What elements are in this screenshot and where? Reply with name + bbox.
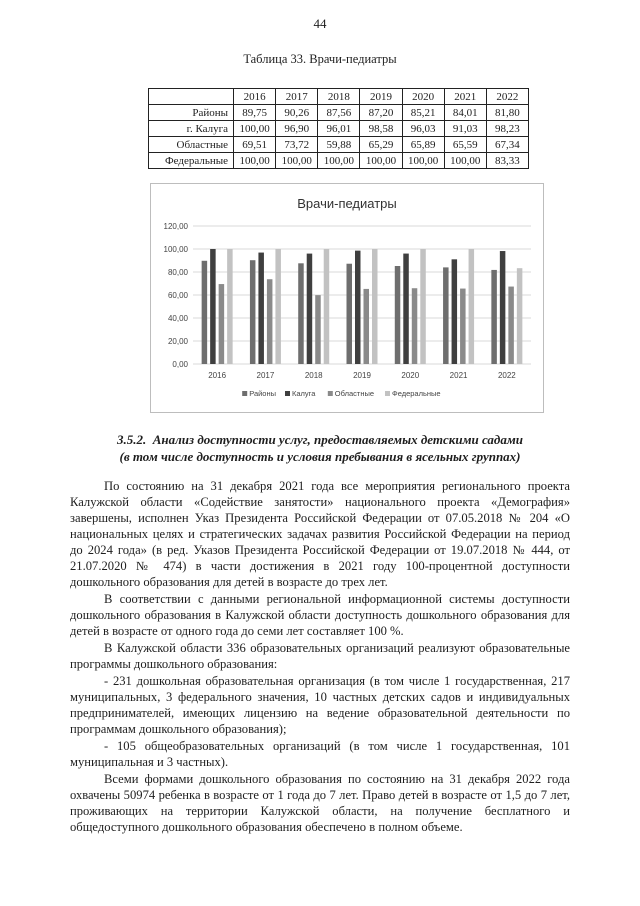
table-cell: 98,58	[360, 121, 402, 137]
legend-swatch	[242, 391, 247, 396]
bar	[412, 288, 418, 364]
table-cell: 96,90	[276, 121, 318, 137]
bar	[250, 260, 256, 364]
x-tick-label: 2017	[256, 371, 275, 380]
pediatricians-chart	[150, 183, 544, 413]
table-cell: 67,34	[486, 137, 528, 153]
table-cell: 87,56	[318, 105, 360, 121]
bar	[315, 295, 321, 364]
y-tick-label: 120,00	[163, 222, 188, 231]
bar	[210, 249, 216, 364]
chart-svg	[151, 184, 543, 412]
bar	[460, 289, 466, 364]
table-cell: 65,29	[360, 137, 402, 153]
table-cell: 100,00	[360, 153, 402, 169]
paragraph: По состоянию на 31 декабря 2021 года все мероприятия регионального проекта Калужской области «Содействие занятости» национального проекта «Демография» завершены, исполнен Указ Президента Российской Федерации от 07.05.2018 № 204 «О национальных целях и стратегических задачах развития Российской Федерации на период до 2024 года» (в ред. Указов Президента Российской Федерации от 19.07.2018 № 444, от 21.07.2020 № 474) в части достижения в 2021 году 100-процентной доступности дошкольного образования для детей в возрасте до трех лет.	[70, 479, 570, 589]
table-cell: 65,59	[444, 137, 486, 153]
list-item: - 105 общеобразовательных организаций (в том числе 1 государственная, 101 муниципальная и 3 частных).	[70, 739, 570, 769]
section-title-line-2: (в том числе доступность и условия пребывания в ясельных группах)	[119, 449, 521, 464]
table-row	[149, 121, 529, 137]
chart-title: Врачи-педиатры	[297, 196, 397, 211]
paragraph: Всеми формами дошкольного образования по состоянию на 31 декабря 2022 года охвачены 50974 ребенка в возрасте от 1 года до 7 лет. Право детей в возрасте от 1,5 до 7 лет, проживающих на территории Калужской области, на получение бесплатного и общедоступного дошкольного образования обеспечено в полном объеме.	[70, 772, 570, 834]
table-header-row	[149, 89, 529, 105]
bar	[258, 253, 264, 364]
y-tick-label: 20,00	[167, 337, 188, 346]
paragraph: В Калужской области 336 образовательных организаций реализуют образовательные программы дошкольного образования:	[70, 641, 570, 671]
x-tick-label: 2019	[353, 371, 371, 380]
paragraph: В соответствии с данными региональной информационной системы доступности дошкольного образования в Калужской области доступность дошкольного образования для детей в возрасте от одного года до семи лет составляет 100 %.	[70, 592, 570, 638]
bar	[500, 251, 506, 364]
body-text	[70, 478, 570, 836]
table-year-header: 2021	[444, 89, 486, 105]
table-cell: 100,00	[234, 121, 276, 137]
bar	[517, 268, 523, 364]
table-cell: 65,89	[402, 137, 444, 153]
section-title-line-1: Анализ доступности услуг, предоставляемых детскими садами	[152, 432, 523, 447]
table-year-header: 2022	[486, 89, 528, 105]
section-heading	[70, 431, 570, 465]
table-cell: 73,72	[276, 137, 318, 153]
table-cell: 83,33	[486, 153, 528, 169]
bar	[452, 259, 458, 364]
table-title: Таблица 33. Врачи-педиатры	[243, 52, 397, 66]
table-row	[149, 153, 529, 169]
table-row-label: Областные	[149, 137, 234, 153]
table-year-header: 2020	[402, 89, 444, 105]
bar	[347, 264, 353, 364]
legend-label: Районы	[249, 389, 277, 398]
bar	[227, 249, 233, 364]
table-year-header: 2016	[234, 89, 276, 105]
bar	[372, 249, 378, 364]
x-tick-label: 2016	[208, 371, 227, 380]
table-row	[149, 137, 529, 153]
table-year-header: 2018	[318, 89, 360, 105]
y-tick-label: 0,00	[172, 360, 188, 369]
y-tick-label: 80,00	[167, 268, 188, 277]
table-cell: 98,23	[486, 121, 528, 137]
bar	[443, 267, 449, 364]
bar	[298, 263, 304, 364]
page-number: 44	[313, 16, 327, 31]
bar	[324, 249, 330, 364]
table-cell: 91,03	[444, 121, 486, 137]
bar	[508, 287, 514, 364]
bar	[275, 249, 281, 364]
bar	[355, 251, 361, 364]
table-row	[149, 105, 529, 121]
table-cell: 96,01	[318, 121, 360, 137]
table-cell: 100,00	[234, 153, 276, 169]
bar	[395, 266, 401, 364]
bar	[202, 261, 208, 364]
bar	[267, 279, 273, 364]
table-cell: 90,26	[276, 105, 318, 121]
bar	[219, 284, 225, 364]
legend-label: Калуга	[292, 389, 316, 398]
legend-swatch	[385, 391, 390, 396]
legend-label: Федеральные	[392, 389, 441, 398]
bar	[469, 249, 475, 364]
table-row-label: Районы	[149, 105, 234, 121]
y-tick-label: 60,00	[167, 291, 188, 300]
bar	[364, 289, 370, 364]
table-cell: 100,00	[402, 153, 444, 169]
table-year-header: 2017	[276, 89, 318, 105]
table-cell: 96,03	[402, 121, 444, 137]
x-tick-label: 2022	[497, 371, 516, 380]
legend-label: Областные	[334, 389, 375, 398]
table-row-label: Федеральные	[149, 153, 234, 169]
section-heading-line-1	[70, 431, 570, 448]
y-tick-label: 40,00	[167, 314, 188, 323]
table-row-label: г. Калуга	[149, 121, 234, 137]
pediatricians-table	[148, 88, 529, 169]
table-year-header: 2019	[360, 89, 402, 105]
table-cell: 100,00	[276, 153, 318, 169]
x-tick-label: 2021	[449, 371, 468, 380]
table-cell: 100,00	[318, 153, 360, 169]
legend-swatch	[328, 391, 333, 396]
x-tick-label: 2020	[401, 371, 420, 380]
table-cell: 87,20	[360, 105, 402, 121]
list-item: - 231 дошкольная образовательная организация (в том числе 1 государственная, 217 муниципальных, 3 федерального значения, 10 частных детских садов и индивидуальных предпринимателей, имеющих лицензию на ведение образовательной деятельности по программам дошкольного образования);	[70, 674, 570, 736]
legend-swatch	[285, 391, 290, 396]
bar	[420, 249, 426, 364]
table-cell: 89,75	[234, 105, 276, 121]
x-tick-label: 2018	[304, 371, 323, 380]
table-cell: 100,00	[444, 153, 486, 169]
table-cell: 84,01	[444, 105, 486, 121]
table-corner	[149, 89, 234, 105]
bar	[307, 254, 313, 364]
table-cell: 59,88	[318, 137, 360, 153]
bar	[403, 254, 409, 364]
bar	[491, 270, 497, 364]
table-cell: 69,51	[234, 137, 276, 153]
section-number: 3.5.2.	[116, 432, 147, 447]
table-cell: 81,80	[486, 105, 528, 121]
table-cell: 85,21	[402, 105, 444, 121]
y-tick-label: 100,00	[163, 245, 188, 254]
